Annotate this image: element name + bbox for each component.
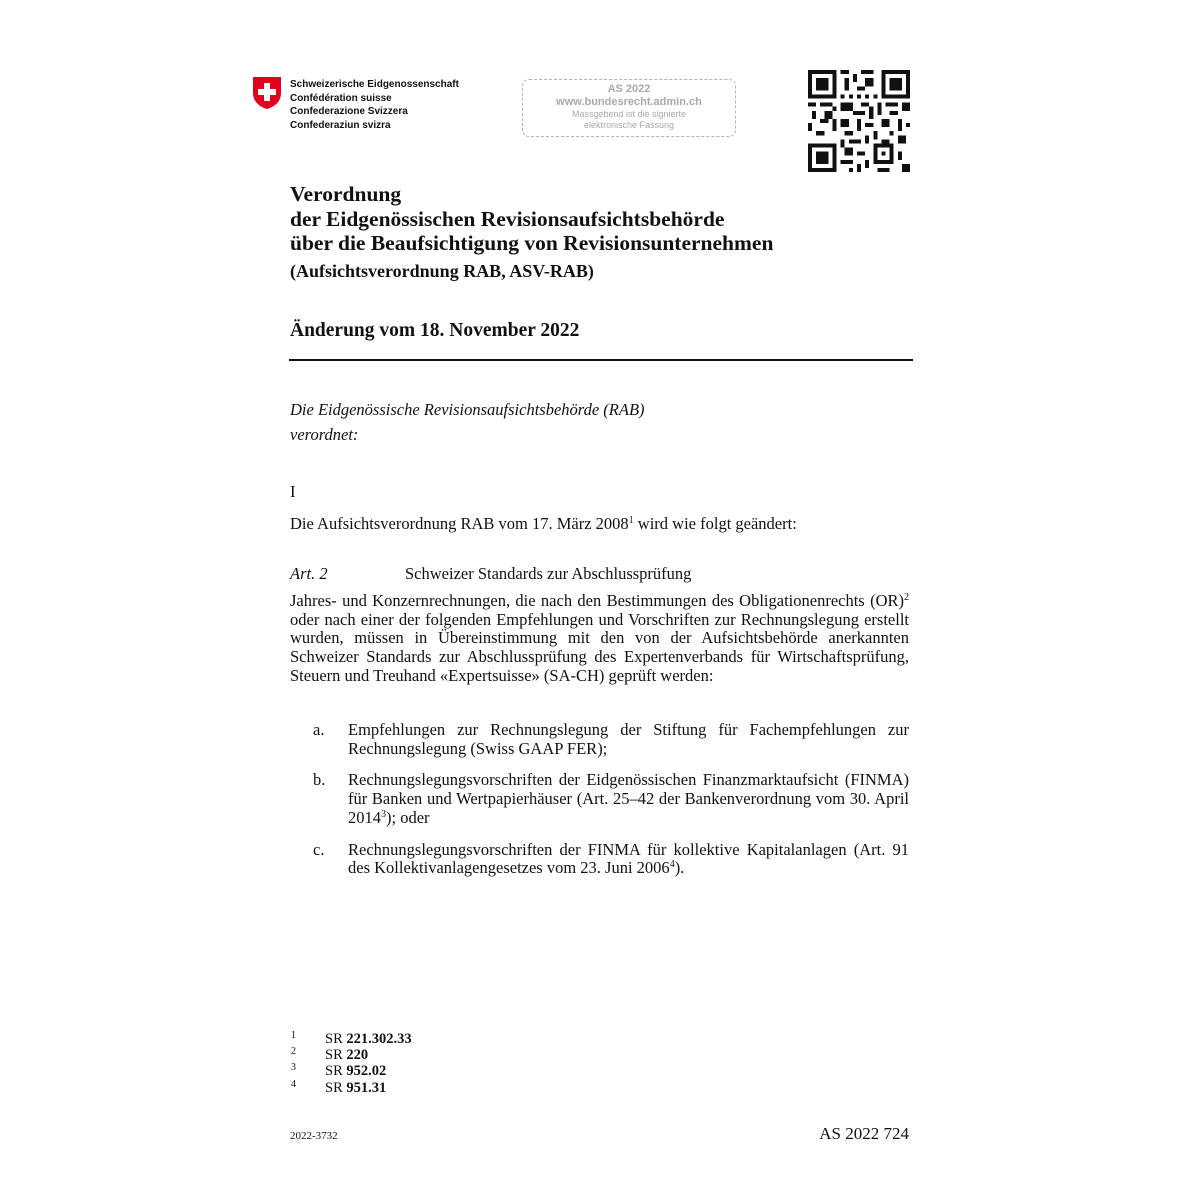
federation-name-it: Confederazione Svizzera [290,106,408,117]
title-line-1: Verordnung [290,182,402,206]
federation-name-rm: Confederaziun svizra [290,119,391,131]
preamble-line-1: Die Eidgenössische Revisionsaufsichtsbehörde (RAB) [290,400,645,419]
footnote-number: 3 [291,1062,296,1074]
footnote-prefix: SR [325,1047,347,1064]
list-item-marker: b. [313,770,326,790]
footnote-number: 4 [291,1078,296,1090]
intro-sentence [290,514,797,534]
intro-text-after: wird wie folgt geändert: [633,514,797,533]
article-heading: Schweizer Standards zur Abschlussprüfung [405,564,692,583]
article-number: Art. 2 [290,564,328,583]
title-line-2: der Eidgenössischen Revisionsaufsichtsbehörde [290,206,725,231]
footnote-prefix: SR [325,1063,347,1080]
article-list [290,721,909,891]
preamble-line-2: verordnet: [290,425,359,444]
official-publication-stamp [522,79,736,137]
amendment-date: Änderung vom 18. November 2022 [290,320,580,341]
footnote-number: 1 [291,1030,296,1041]
list-item [290,771,909,827]
footnote [290,1047,412,1063]
title-line-3: über die Beaufsichtigung von Revisionsunternehmen [290,231,774,255]
federation-names [290,78,459,132]
footnote-ref-1[interactable]: 1 [628,515,634,526]
federation-name-fr: Confédération suisse [290,92,392,104]
article-paragraph-text-cont: oder nach einer der folgenden Empfehlungen und Vorschriften zur Rechnungslegung erstellt wurden, müssen in Übereinstimmung mit den von der Aufsichtsbehörde anerkannten Schweizer Standards zur Abschlussprüfung des Expertenverbands für Wirtschaftsprüfung, Steuern und Treuhand «Expertsuisse» (SA-CH) geprüft werden: [290,609,909,685]
document-number: 2022-3732 [290,1130,338,1142]
list-item [290,841,909,878]
short-title: (Aufsichtsverordnung RAB, ASV-RAB) [290,261,594,281]
list-item-text-after: ); oder [386,807,430,827]
preamble [290,397,645,447]
intro-text: Die Aufsichtsverordnung RAB vom 17. März 2008 [290,514,629,533]
footnote-sr-link[interactable]: 952.02 [346,1063,387,1080]
article-paragraph-text: Jahres- und Konzernrechnungen, die nach den Bestimmungen des Obligationenrechts (OR) [290,591,904,610]
footnote-ref-3[interactable]: 3 [381,808,386,820]
footnote [290,1031,412,1047]
list-item [290,721,909,758]
footnote [290,1063,412,1079]
section-number: I [290,482,296,501]
qr-code-icon [808,70,910,172]
footnote-prefix: SR [325,1031,347,1047]
list-item-marker: c. [313,839,325,859]
footnote-number: 2 [291,1046,296,1058]
document-title [290,182,773,256]
footnote-prefix: SR [325,1079,347,1096]
title-divider [289,359,913,361]
federation-name-de: Schweizerische Eidgenossenschaft [290,79,459,90]
footnote-sr-link[interactable]: 951.31 [346,1079,387,1096]
footnote-sr-link[interactable]: 221.302.33 [346,1031,412,1047]
stamp-url[interactable]: www.bundesrecht.admin.ch [556,96,702,108]
list-item-text-after: ). [674,858,685,878]
article-paragraph [290,592,909,686]
stamp-note-line2: elektronische Fassung [583,120,675,130]
footnotes [290,1031,412,1096]
list-item-marker: a. [313,720,325,739]
footnote-ref-2[interactable]: 2 [904,592,909,603]
list-item-text: Empfehlungen zur Rechnungslegung der Stiftung für Fachempfehlungen zur Rechnungslegung (Swiss GAAP FER); [348,720,909,758]
footnote-ref-4[interactable]: 4 [669,859,675,871]
list-item-text: Rechnungslegungsvorschriften der FINMA für kollektive Kapitalanlagen (Art. 91 des Kollektivanlagengesetzes vom 23. Juni 2006 [348,839,909,878]
stamp-note-line1: Massgebend ist die signierte [571,109,687,119]
stamp-collection: AS 2022 [607,83,651,95]
official-citation: AS 2022 724 [819,1124,909,1143]
swiss-federal-coat-of-arms-icon [252,76,282,110]
footnote-sr-link[interactable]: 220 [346,1047,369,1064]
footnote [290,1080,412,1096]
list-item-text: Rechnungslegungsvorschriften der Eidgenössischen Finanzmarktaufsicht (FINMA) für Banken und Wertpapierhäuser (Art. 25–42 der Bankenverordnung vom 30. April 2014 [348,770,909,827]
